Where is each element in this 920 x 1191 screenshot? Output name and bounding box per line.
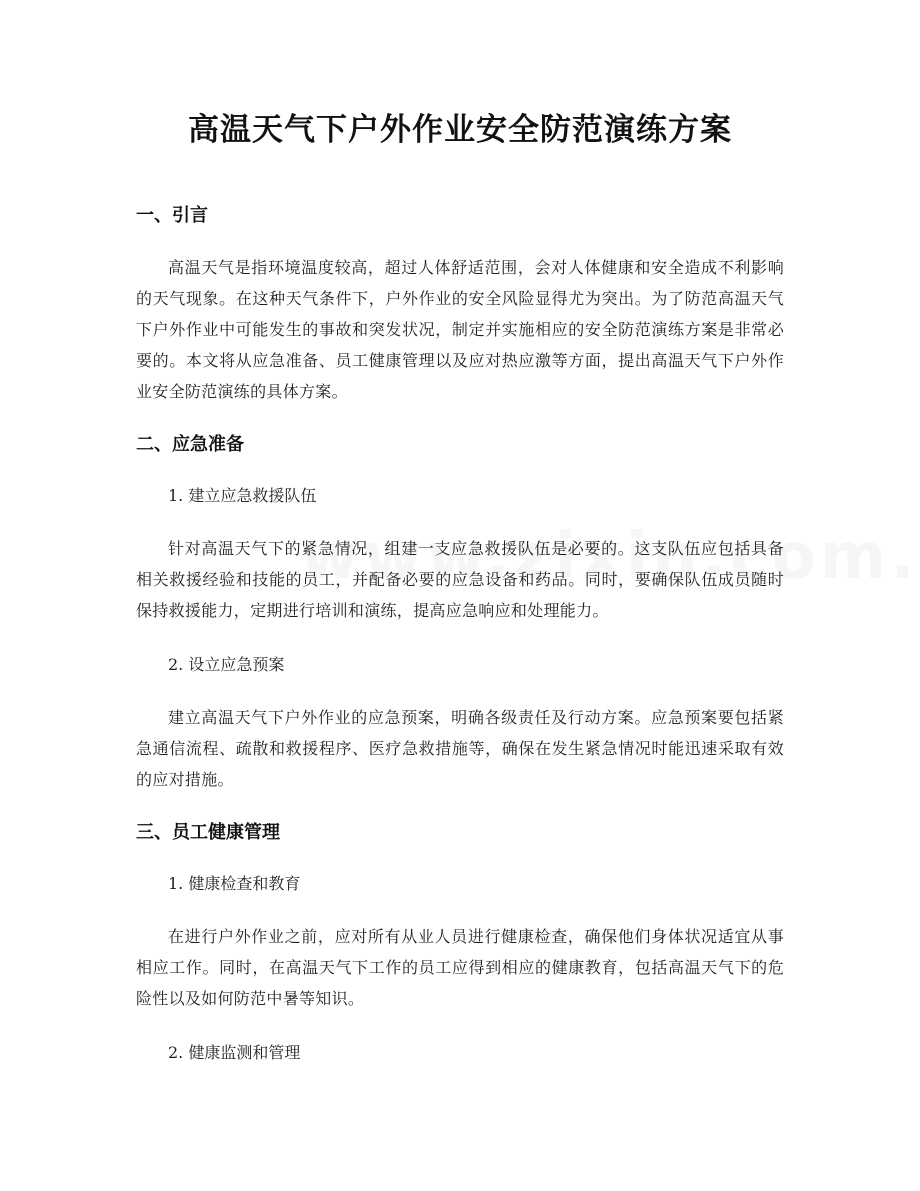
subheading-health-monitoring: 2. 健康监测和管理 — [168, 1043, 301, 1062]
section-heading-health: 三、员工健康管理 — [136, 822, 280, 843]
section-heading-intro: 一、引言 — [136, 205, 208, 226]
section-health — [136, 819, 784, 1068]
subheading-health-check: 1. 健康检查和教育 — [168, 874, 301, 893]
rescue-team-paragraph: 针对高温天气下的紧急情况，组建一支应急救援队伍是必要的。这支队伍应包括具备相关救援经验和技能的员工，并配备必要的应急设备和药品。同时，要确保队伍成员随时保持救援能力，定期进行培训和演练，提高应急响应和处理能力。 — [136, 539, 784, 620]
subheading-emergency-plan: 2. 设立应急预案 — [168, 655, 285, 674]
document-title: 高温天气下户外作业安全防范演练方案 — [188, 112, 732, 148]
intro-paragraph: 高温天气是指环境温度较高，超过人体舒适范围，会对人体健康和安全造成不利影响的天气现象。在这种天气条件下，户外作业的安全风险显得尤为突出。为了防范高温天气下户外作业中可能发生的事故和突发状况，制定并实施相应的安全防范演练方案是非常必要的。本文将从应急准备、员工健康管理以及应对热应激等方面，提出高温天气下户外作业安全防范演练的具体方案。 — [136, 258, 784, 401]
health-check-paragraph: 在进行户外作业之前，应对所有从业人员进行健康检查，确保他们身体状况适宜从事相应工作。同时，在高温天气下工作的员工应得到相应的健康教育，包括高温天气下的危险性以及如何防范中暑等知识。 — [136, 927, 784, 1008]
subheading-rescue-team: 1. 建立应急救援队伍 — [168, 486, 317, 505]
section-intro — [136, 202, 784, 407]
section-heading-emergency: 二、应急准备 — [136, 434, 244, 455]
emergency-plan-paragraph: 建立高温天气下户外作业的应急预案，明确各级责任及行动方案。应急预案要包括紧急通信流程、疏散和救援程序、医疗急救措施等，确保在发生紧急情况时能迅速采取有效的应对措施。 — [136, 708, 784, 789]
section-emergency — [136, 431, 784, 795]
